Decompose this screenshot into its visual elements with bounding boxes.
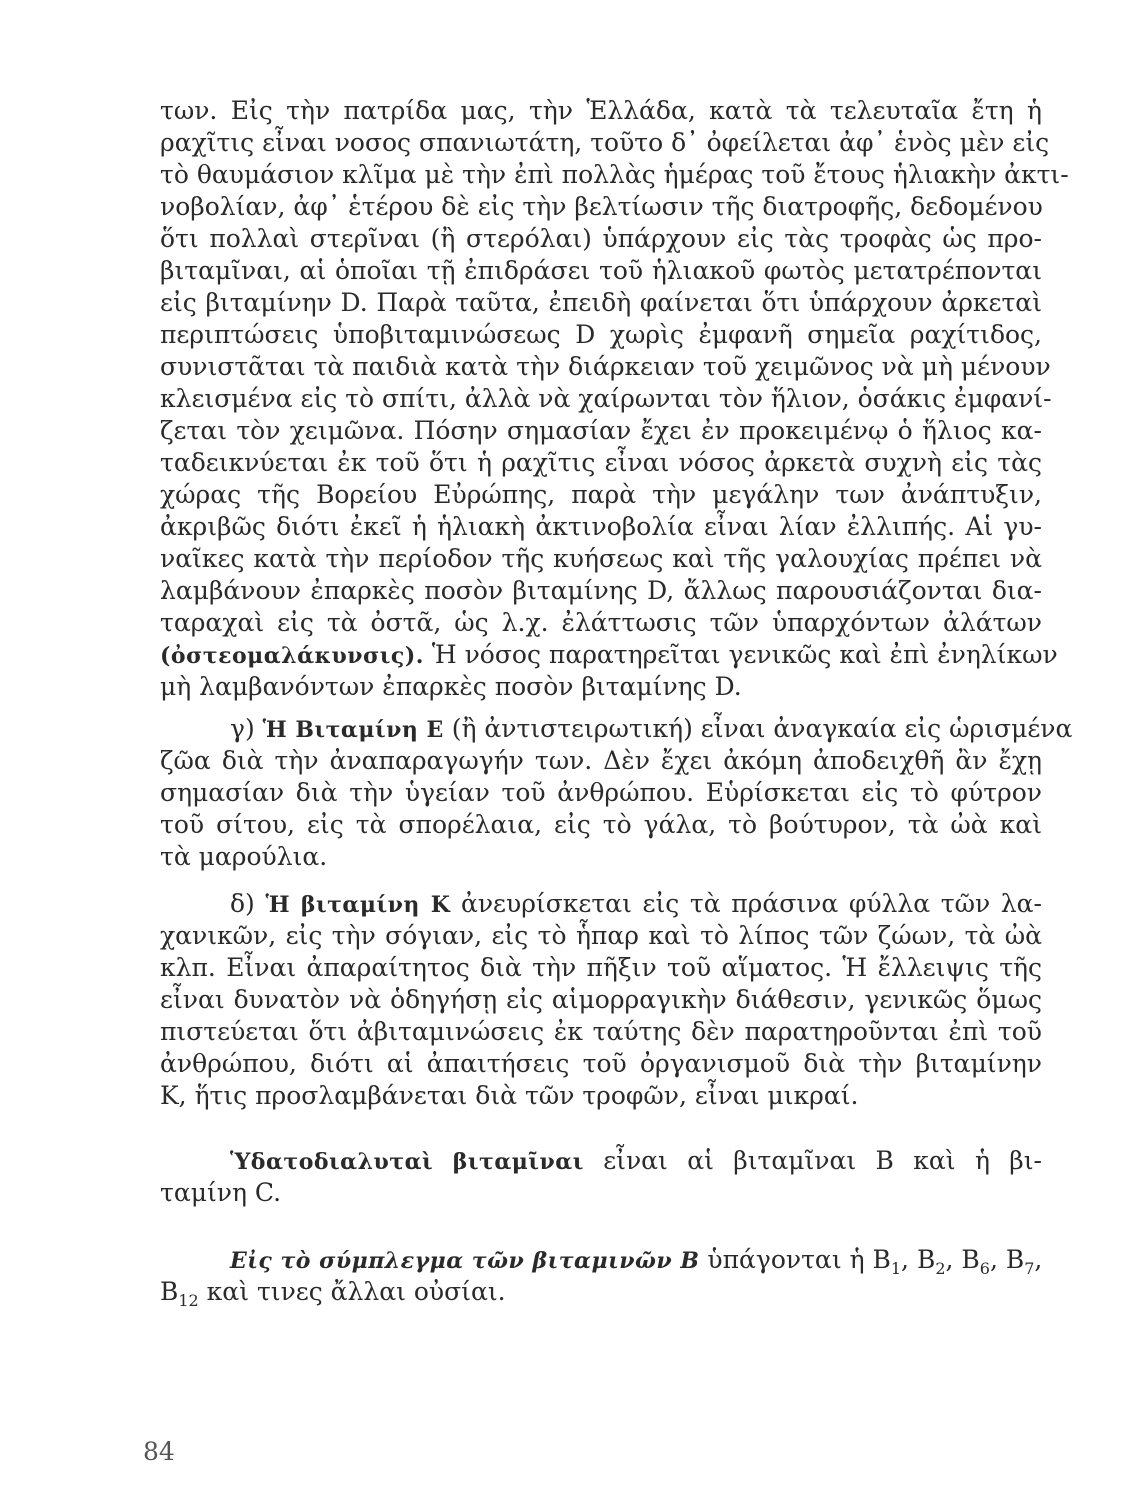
text-span: ἀνευρίσκεται εἰς τὰ πράσινα φύλλα τῶν λα- [450,889,1042,918]
text-line: Κ, ἥτις προσλαμβάνεται διὰ τῶν τροφῶν, εἶναι μικραί. [160,1081,859,1110]
page-number: 84 [143,1437,175,1466]
text-line: χώρας τῆς Βορείου Εὐρώπης, παρὰ τὴν μεγάλην των ἀνάπτυξιν, [160,480,1042,509]
text-line: ταδεικνύεται ἐκ τοῦ ὅτι ἡ ραχῖτις εἶναι νόσος ἀρκετὰ συχνὴ εἰς τὰς [160,448,1042,477]
text-line: ὅτι πολλαὶ στερῖναι (ἢ στερόλαι) ὑπάρχουν εἰς τὰς τροφὰς ὡς προ- [160,224,1042,253]
text-span: , [1034,1245,1043,1274]
text-line: συνιστᾶται τὰ παιδιὰ κατὰ τὴν διάρκειαν τοῦ χειμῶνος νὰ μὴ μένουν [160,352,1051,381]
text-line [160,1276,1042,1317]
text-line: ἀνθρώπου, διότι αἱ ἀπαιτήσεις τοῦ ὀργανισμοῦ διὰ τὴν βιταμίνην [160,1049,1042,1078]
text-line: κλπ. Εἶναι ἀπαραίτητος διὰ τὴν πῆξιν τοῦ αἵματος. Ἡ ἔλλειψις τῆς [160,953,1042,982]
text-line: τὰ μαρούλια. [160,842,328,871]
text-line: ἀκριβῶς διότι ἐκεῖ ἡ ἡλιακὴ ἀκτινοβολία εἶναι λίαν ἐλλιπής. Αἱ γυ- [160,512,1042,541]
text-span: καὶ τινες ἄλλαι οὐσίαι. [198,1277,506,1306]
heading-b-complex: Εἰς τὸ σύμπλεγμα τῶν βιταμινῶν Β [230,1248,700,1274]
text-line: εἶναι δυνατὸν νὰ ὁδηγήσῃ εἰς αἱμορραγικὴν διάθεσιν, γενικῶς ὅμως [160,985,1042,1014]
text-line: περιπτώσεις ὑποβιταμινώσεως D χωρὶς ἐμφανῆ σημεῖα ραχίτιδος, [160,320,1042,349]
paragraph-vitamin-e-first-line [230,713,1073,746]
text-line: βιταμῖναι, αἱ ὁποῖαι τῇ ἐπιδράσει τοῦ ἡλιακοῦ φωτὸς μετατρέπονται [160,256,1042,285]
subscript: 2 [935,1259,946,1278]
text-span: (ἢ ἀντιστειρωτική) εἶναι ἀναγκαία εἰς ὡρισμένα [443,714,1073,743]
text-line: ζῶα διὰ τὴν ἀναπαραγωγήν των. Δὲν ἔχει ἀκόμη ἀποδειχθῆ ἂν ἔχῃ [160,746,1042,775]
text-line: ναῖκες κατὰ τὴν περίοδον τῆς κυήσεως καὶ τῆς γαλουχίας πρέπει νὰ [160,544,1042,573]
text-line [160,639,1058,672]
text-line: των. Εἰς τὴν πατρίδα μας, τὴν Ἑλλάδα, κατὰ τὰ τελευταῖα ἔτη ἡ [160,96,1042,125]
text-span: , Β [901,1245,936,1274]
subscript: 7 [1024,1259,1035,1278]
text-line: κλεισμένα εἰς τὸ σπίτι, ἀλλὰ νὰ χαίρωνται τὸν ἥλιον, ὁσάκις ἐμφανί- [160,384,1052,413]
text-span: ὑπάγονται ἡ Β [699,1245,891,1274]
paragraph-vitamin-k-first-line [230,888,1042,921]
text-span: , Β [989,1245,1025,1274]
text-line: μὴ λαμβανόντων ἐπαρκὲς ποσὸν βιταμίνης D. [160,672,742,701]
text-line: ταμίνη C. [160,1178,282,1207]
item-label: γ) [230,714,255,743]
text-line: λαμβάνουν ἐπαρκὲς ποσὸν βιταμίνης D, ἄλλως παρουσιάζονται δια- [160,576,1042,605]
text-line: εἰς βιταμίνην D. Παρὰ ταῦτα, ἐπειδὴ φαίνεται ὅτι ὑπάρχουν ἀρκεταὶ [160,288,1042,317]
text-line: πιστεύεται ὅτι ἀβιταμινώσεις ἐκ ταύτης δὲν παρατηροῦνται ἐπὶ τοῦ [160,1017,1042,1046]
text-line: ζεται τὸν χειμῶνα. Πόσην σημασίαν ἔχει ἐν προκειμένῳ ὁ ἥλιος κα- [160,416,1042,445]
heading-water-soluble-vitamins: Ὑδατοδιαλυταὶ βιταμῖναι [230,1149,584,1175]
heading-vitamin-k: Ἡ βιταμίνη Κ [265,892,451,918]
text-line: χανικῶν, εἰς τὴν σόγιαν, εἰς τὸ ἧπαρ καὶ τὸ λίπος τῶν ζώων, τὰ ὠὰ [160,921,1042,950]
paragraph-water-soluble-first-line [230,1145,1042,1178]
term-osteomalacia: (ὀστεομαλάκυνσις). [160,643,424,669]
item-label: δ) [230,889,255,918]
subscript: 1 [890,1259,902,1278]
heading-vitamin-e: Ἡ Βιταμίνη Ε [262,717,444,743]
text-span: Β [160,1277,179,1306]
text-span: εἶναι αἱ βιταμῖναι Β καὶ ἡ βι- [583,1146,1042,1175]
text-span: Ἡ νόσος παρατηρεῖται γενικῶς καὶ ἐπὶ ἐνηλίκων [423,640,1058,669]
subscript: 6 [979,1259,990,1278]
text-line: νοβολίαν, ἀφ᾿ ἑτέρου δὲ εἰς τὴν βελτίωσιν τῆς διατροφῆς, δεδομένου [160,192,1043,221]
subscript: 12 [178,1291,199,1310]
text-span: , Β [945,1245,980,1274]
text-line: τὸ θαυμάσιον κλῖμα μὲ τὴν ἐπὶ πολλὰς ἡμέρας τοῦ ἔτους ἡλιακὴν ἀκτι- [160,160,1069,189]
text-line: ραχῖτις εἶναι νοσος σπανιωτάτη, τοῦτο δ᾿ ὀφείλεται ἀφ᾿ ἑνὸς μὲν εἰς [160,128,1050,157]
text-line: σημασίαν διὰ τὴν ὑγείαν τοῦ ἀνθρώπου. Εὑρίσκεται εἰς τὸ φύτρον [160,778,1042,807]
text-line: ταραχαὶ εἰς τὰ ὀστᾶ, ὡς λ.χ. ἐλάττωσις τῶν ὑπαρχόντων ἀλάτων [160,608,1042,637]
text-line: τοῦ σίτου, εἰς τὰ σπορέλαια, εἰς τὸ γάλα, τὸ βούτυρον, τὰ ὠὰ καὶ [160,810,1042,839]
